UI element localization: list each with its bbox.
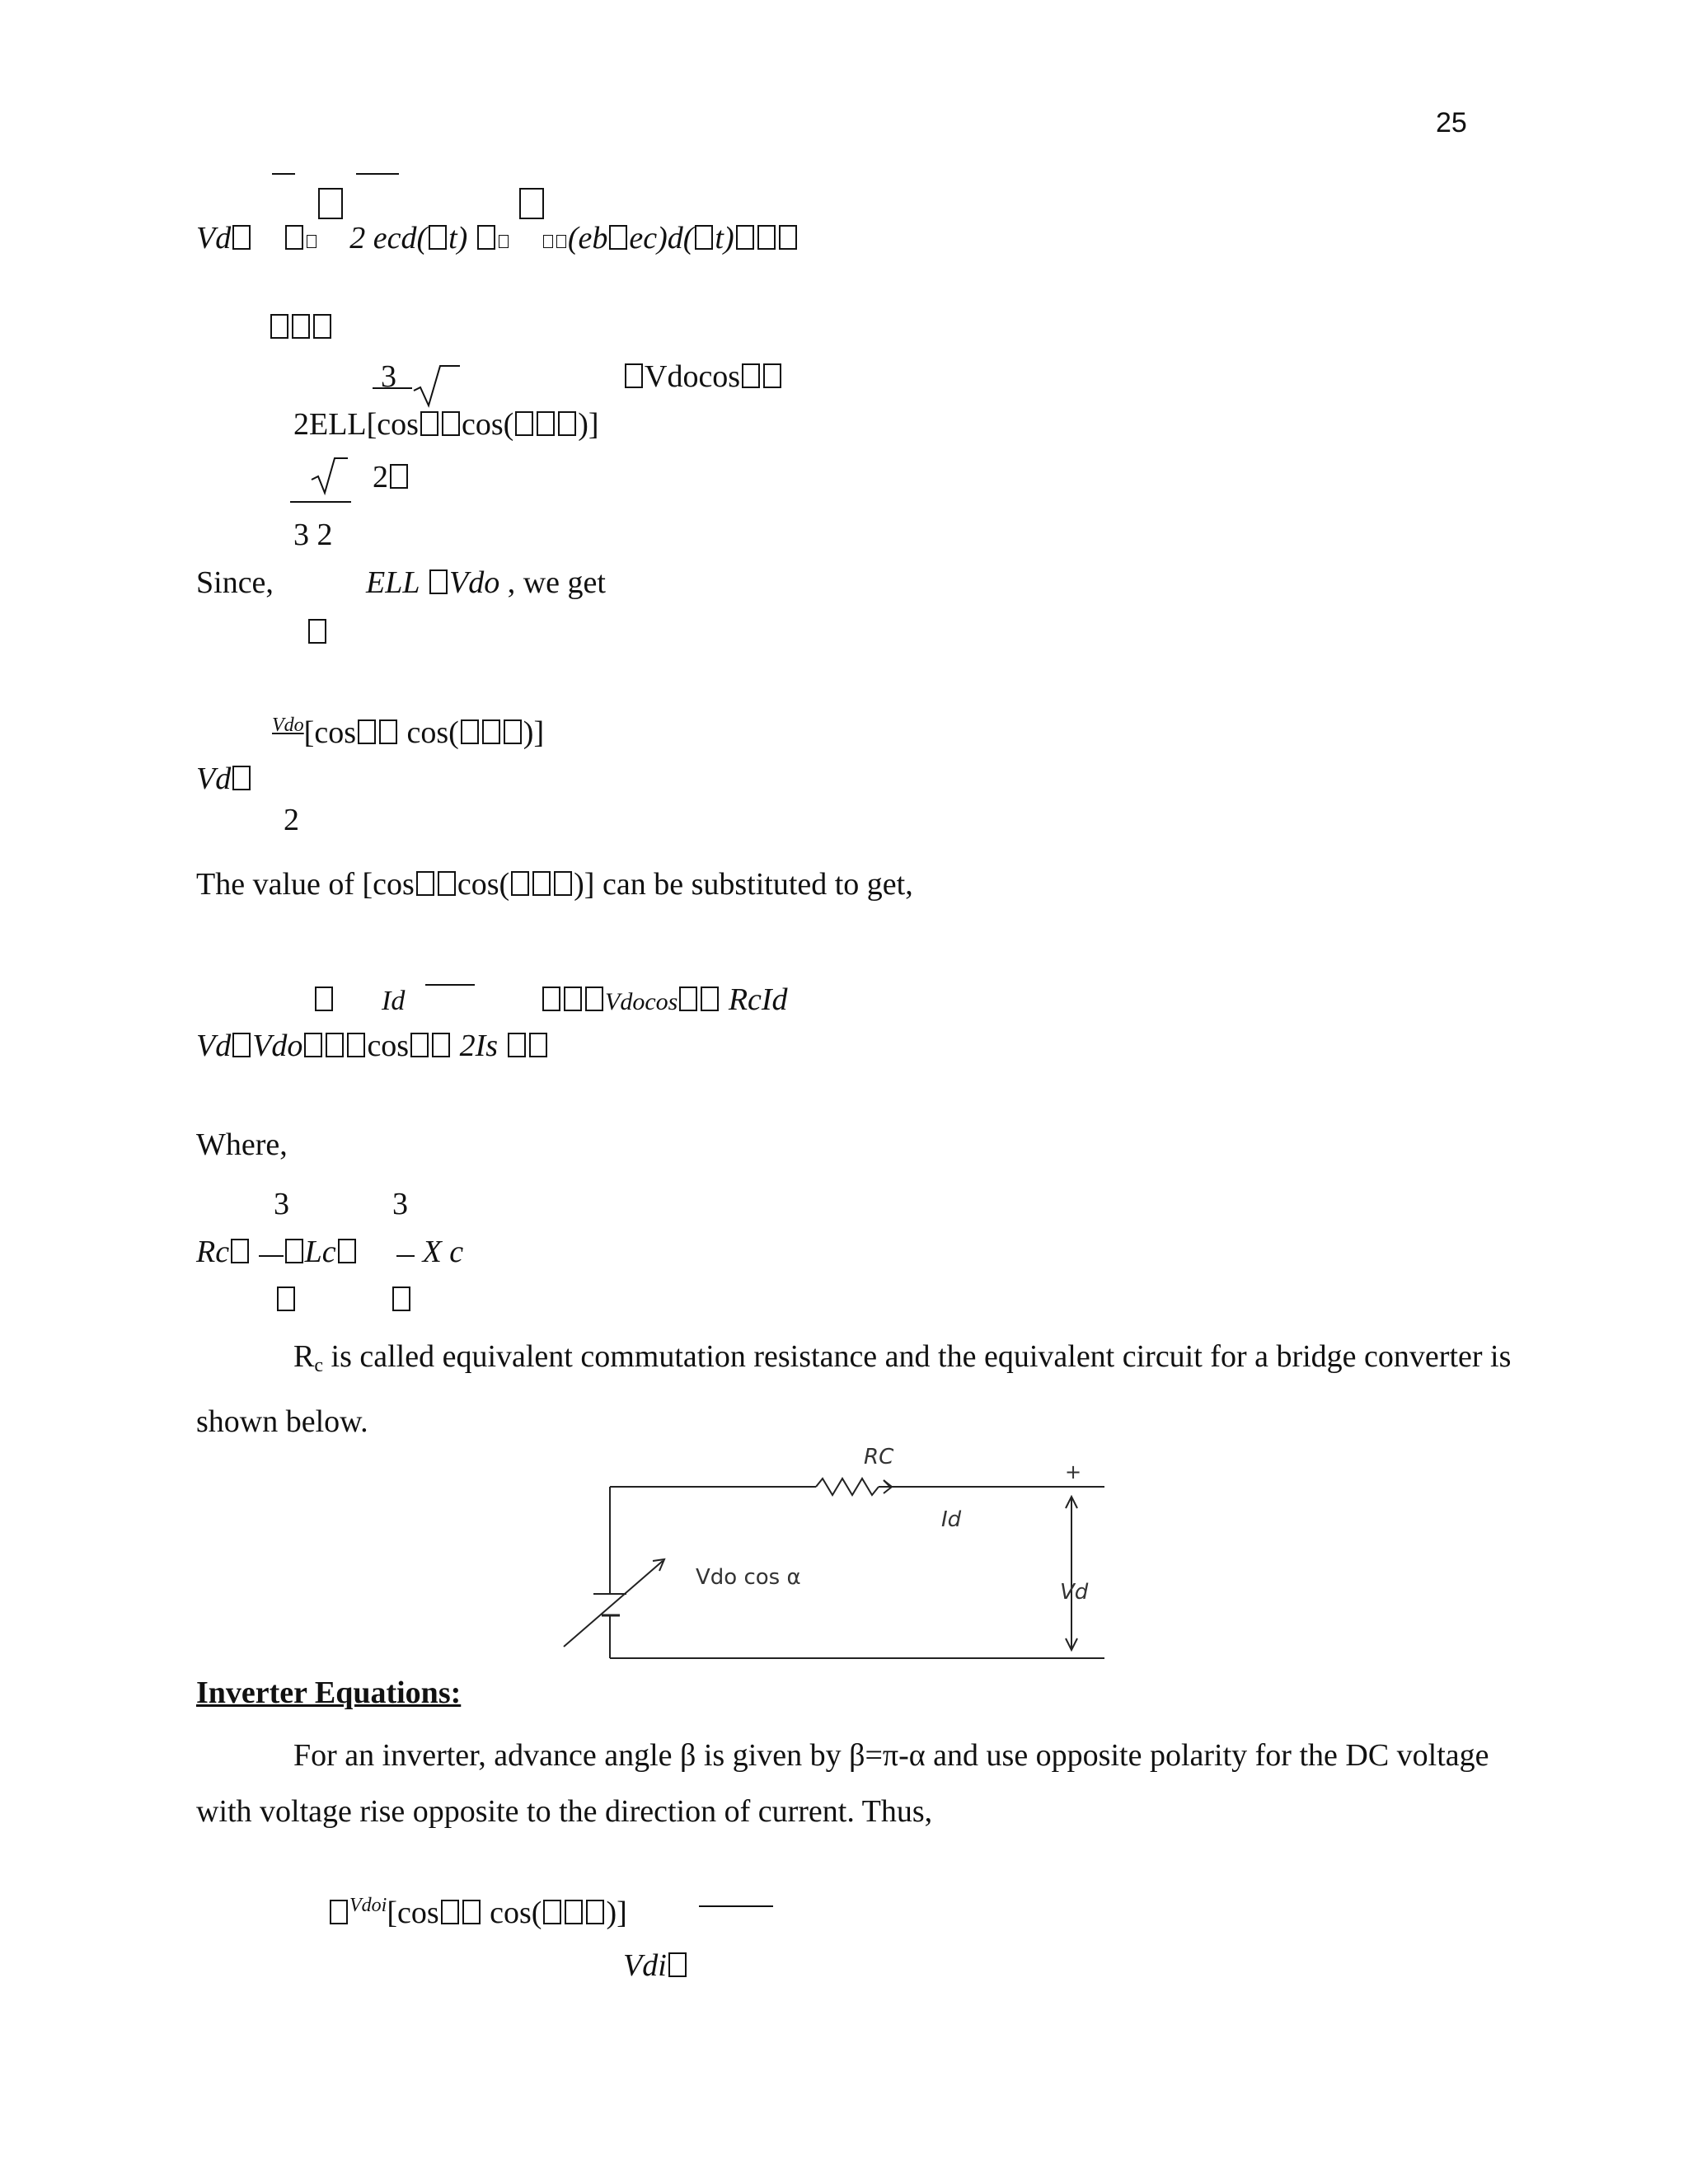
eq6-bar <box>699 1905 773 1907</box>
eq5-line: Rc Lc X c <box>196 1235 464 1269</box>
eq2-den-tail: 2 <box>373 462 410 493</box>
sqrt-icon-2 <box>310 455 351 496</box>
since-condition: ELL Vdo , we get <box>366 565 606 600</box>
since-box <box>307 616 328 648</box>
eq1-integral-box-2 <box>519 188 544 225</box>
eq1-part2b: ec)d( <box>629 221 694 255</box>
eq2-mid: 2ELL[cos cos( )] <box>293 407 599 442</box>
plus-label: + <box>1065 1460 1082 1483</box>
eq3-top: $^{Vdo}$[cos cos( )] <box>272 715 545 750</box>
inverter-heading: Inverter Equations: <box>196 1675 462 1710</box>
eq1-part2c: t) <box>715 221 734 255</box>
eq4-top-right: Vdocos RcId <box>541 984 788 1015</box>
eq1-integral-box-1 <box>318 188 343 225</box>
vd-label: Vd <box>1060 1580 1089 1605</box>
eq4-top: Id <box>313 984 405 1015</box>
eq2-den-bar <box>290 501 351 503</box>
eq5-num1: 3 <box>274 1187 289 1221</box>
rc-label: RC <box>864 1445 894 1469</box>
source-label: Vdo cos α <box>696 1565 801 1590</box>
para-inverter: For an inverter, advance angle β is given by β=π-α and use opposite polarity for the DC voltage with voltage rise opposite to the direction of current. Thus, <box>196 1738 1489 1829</box>
eq2-mid-text: 2ELL[cos <box>293 407 419 442</box>
eq1-bar-2 <box>356 173 399 175</box>
eq1-limits <box>269 312 333 343</box>
eq2-frac-num: 3 <box>381 359 396 394</box>
resistor-icon <box>816 1479 879 1495</box>
eq4-bar <box>425 984 475 986</box>
para-value: The value of [cos cos( )] can be substituted to get, <box>196 867 913 902</box>
eq1-part2: (eb <box>567 221 608 255</box>
eq3-lhs: Vd <box>196 763 252 794</box>
eq1-part1: 2 ecd( <box>349 221 428 255</box>
eq2-right <box>623 361 783 392</box>
variable-arrow-icon <box>564 1561 663 1647</box>
eq6-vdi: Vdi <box>623 1950 688 1981</box>
sqrt-icon-1 <box>412 363 463 409</box>
id-label: Id <box>941 1507 962 1532</box>
eq3-vdo: Vdo <box>272 715 304 736</box>
eq1-lhs: Vd <box>196 221 232 255</box>
eq5-den2 <box>391 1284 412 1315</box>
eq2-den: 3 2 <box>293 518 333 552</box>
eq3-den: 2 <box>284 803 299 837</box>
since-word: Since, <box>196 565 274 600</box>
eq1-line <box>196 223 799 254</box>
eq2-right-text: Vdocos <box>645 359 741 394</box>
eq4-bottom: Vd Vdo cos 2Is <box>196 1030 549 1062</box>
eq6-top: $^{Vdoi}$[cos cos( )] <box>328 1896 627 1929</box>
where-label: Where, <box>196 1127 288 1162</box>
page-number: 25 <box>1436 107 1467 138</box>
eq1-part1b: t) <box>448 221 468 255</box>
eq5-den1 <box>275 1284 297 1315</box>
eq1-bar-1 <box>272 173 295 175</box>
equivalent-circuit-diagram <box>560 1436 1121 1666</box>
eq2-frac-bar <box>373 387 412 389</box>
para-rc: $R_c$ is called equivalent commutation resistance and the equivalent circuit for a bridge converter is shown below. <box>196 1339 1512 1439</box>
eq5-num2: 3 <box>392 1187 408 1221</box>
